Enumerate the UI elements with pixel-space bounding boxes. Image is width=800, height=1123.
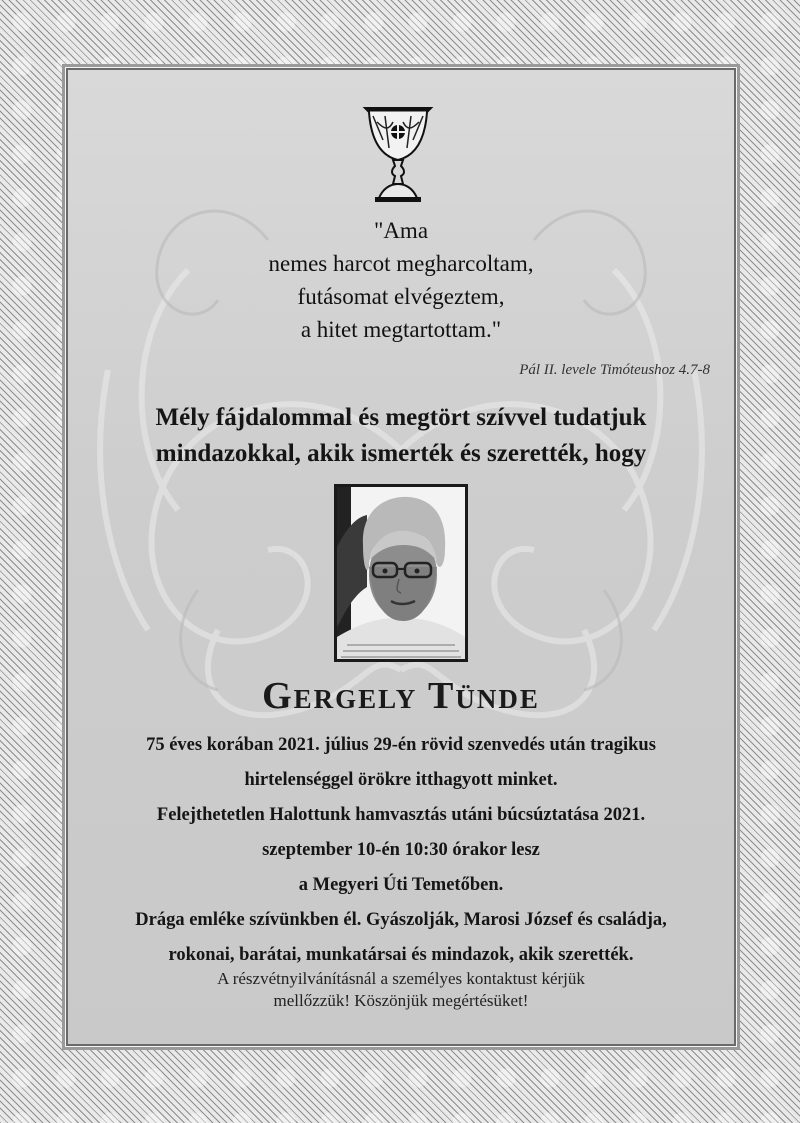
request-line: mellőzzük! Köszönjük megértésüket! <box>273 991 529 1010</box>
announcement-text <box>68 728 734 973</box>
quote-line: nemes harcot megharcoltam, <box>268 251 534 276</box>
quote-line: a hitet megtartottam." <box>300 317 502 342</box>
announcement-line: Drága emléke szívünkben él. Gyászolják, Marosi József és családja, <box>135 910 667 930</box>
quote-source: Pál II. levele Timóteushoz 4.7-8 <box>519 362 710 378</box>
quote-line: futásomat elvégeztem, <box>297 284 505 309</box>
portrait-photo <box>334 484 468 662</box>
bible-quote <box>68 214 734 346</box>
deceased-name: Gergely Tünde <box>262 675 540 717</box>
announcement-line: szeptember 10-én 10:30 órakor lesz <box>262 840 540 860</box>
announcement-line: hirtelenséggel örökre itthagyott minket. <box>244 770 558 790</box>
announcement-line: rokonai, barátai, munkatársai és mindazok, akik szerették. <box>168 945 634 965</box>
quote-line: "Ama <box>373 218 429 243</box>
chalice-icon <box>359 100 437 206</box>
obituary-panel <box>66 68 736 1046</box>
intro-line: mindazokkal, akik ismerték és szerették, hogy <box>155 440 647 467</box>
request-line: A részvétnyilvánításnál a személyes kontaktust kérjük <box>217 969 585 988</box>
condolence-request <box>68 968 734 1012</box>
intro-line: Mély fájdalommal és megtört szívvel tudatjuk <box>155 404 647 431</box>
announcement-line: a Megyeri Úti Temetőben. <box>298 875 504 895</box>
portrait-image <box>337 487 465 659</box>
intro-text <box>68 400 734 472</box>
announcement-line: 75 éves korában 2021. július 29-én rövid szenvedés után tragikus <box>146 735 656 755</box>
announcement-line: Felejthetetlen Halottunk hamvasztás utáni búcsúztatása 2021. <box>156 805 646 825</box>
